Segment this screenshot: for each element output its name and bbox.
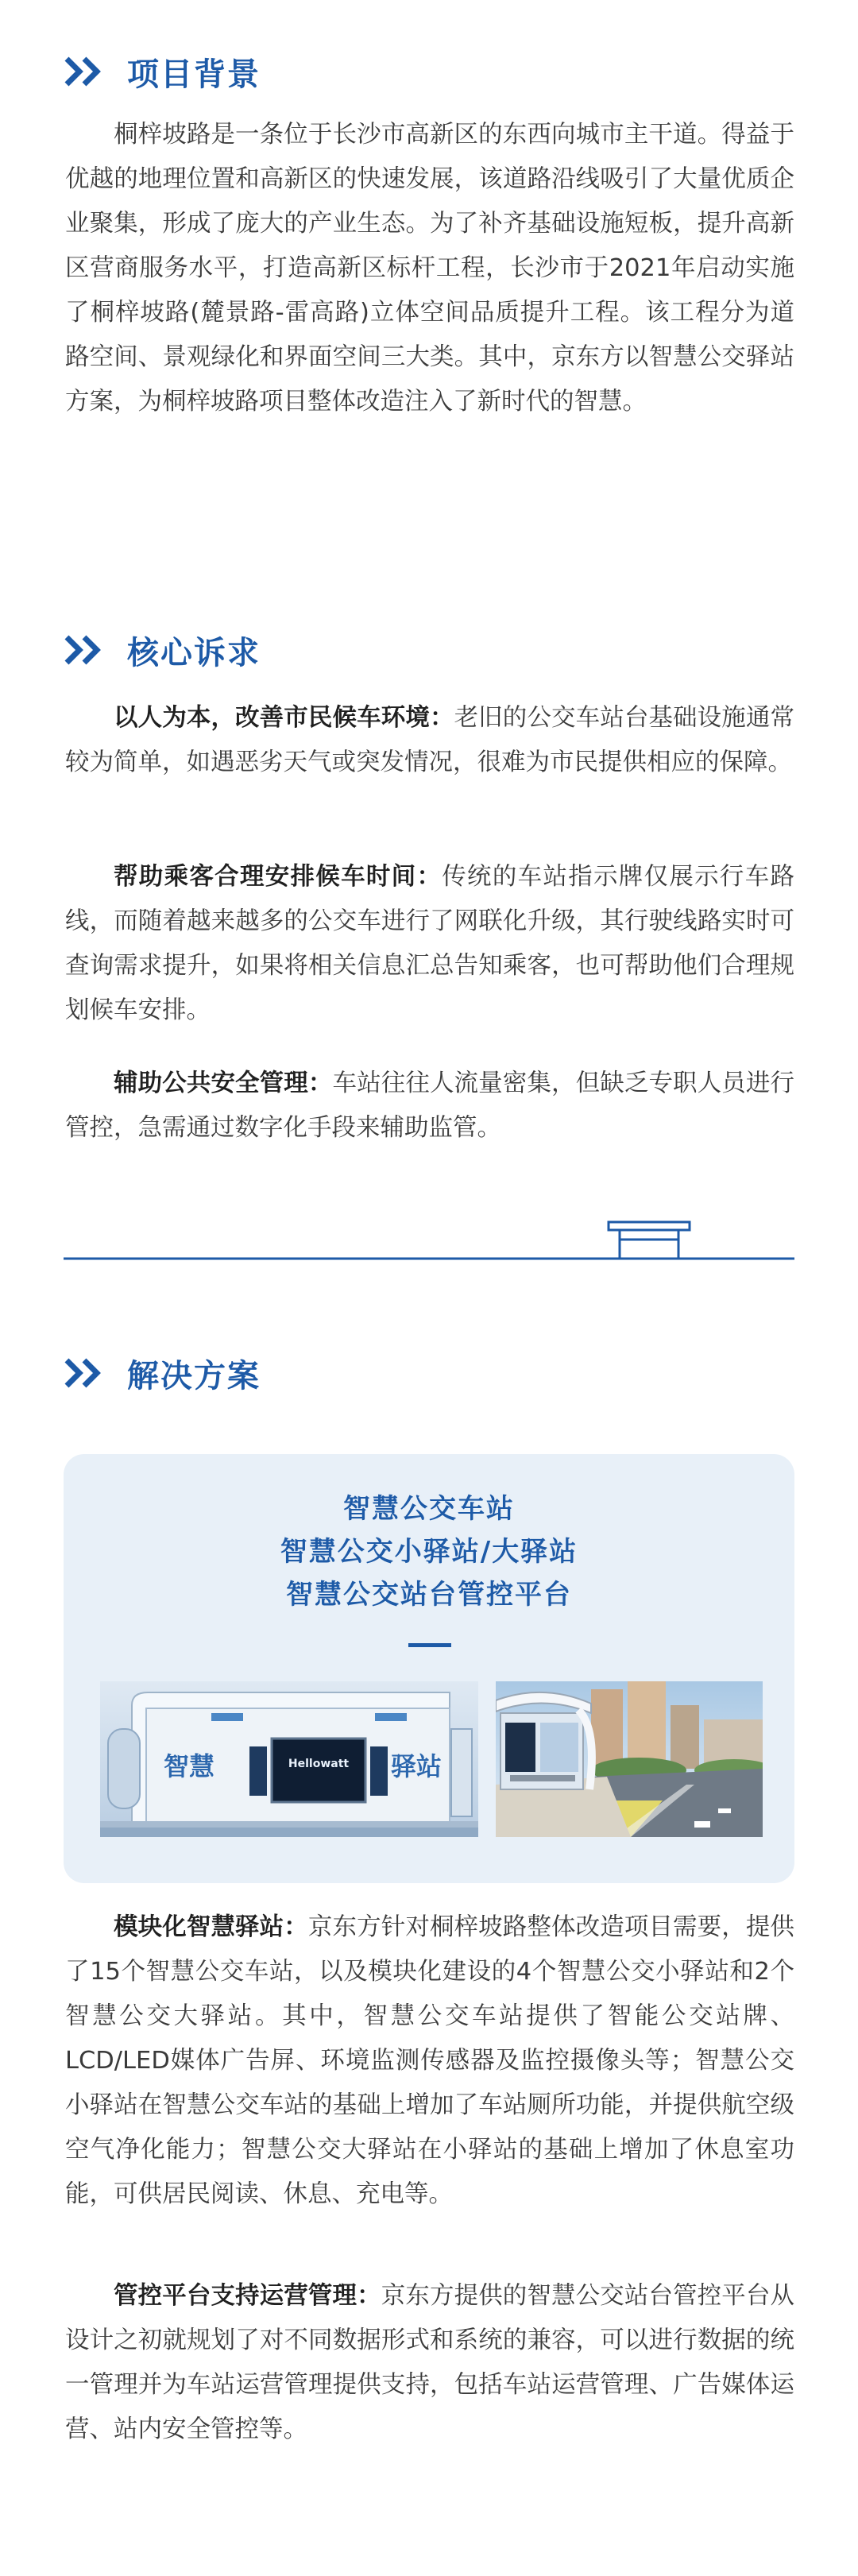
demand-text: 车站往往人流量密集，但缺乏专职人员进行管控，急需通过数字化手段来辅助监管。 bbox=[65, 1069, 794, 1142]
demand-lead: 辅助公共安全管理： bbox=[114, 1069, 333, 1097]
section-title: 项目背景 bbox=[127, 56, 261, 93]
demand-lead: 帮助乘客合理安排候车时间： bbox=[114, 863, 443, 891]
card-titles bbox=[64, 1487, 794, 1616]
screen-brand: Hellowatt bbox=[288, 1758, 350, 1770]
solution-item bbox=[65, 2274, 794, 2452]
section-heading-demands bbox=[64, 628, 261, 672]
demand-item bbox=[65, 855, 794, 1033]
smart-station-image bbox=[100, 1681, 478, 1837]
demand-item bbox=[65, 1062, 794, 1151]
card-divider bbox=[408, 1643, 451, 1647]
demand-text: 老旧的公交车站台基础设施通常较为简单，如遇恶劣天气或突发情况，很难为市民提供相应的保障。 bbox=[65, 704, 795, 776]
background-paragraph: 桐梓坡路是一条位于长沙市高新区的东西向城市主干道。得益于优越的地理位置和高新区的快速发展，该道路沿线吸引了大量优质企业聚集，形成了庞大的产业生态。为了补齐基础设施短板，提升高新区营商服务水平，打造高新区标杆工程，长沙市于2021年启动实施了桐梓坡路(麓景路-雷高路)立体空间品质提升工程。该工程分为道路空间、景观绿化和界面空间三大类。其中，京东方以智慧公交驿站方案，为桐梓坡路项目整体改造注入了新时代的智慧。 bbox=[65, 121, 794, 416]
solution-lead: 模块化智慧驿站： bbox=[114, 1913, 308, 1941]
double-chevron-right-icon bbox=[64, 634, 108, 666]
card-line: 智慧公交车站 bbox=[343, 1493, 515, 1525]
demand-item bbox=[65, 696, 794, 785]
section-title: 解决方案 bbox=[127, 1357, 261, 1394]
section-heading-background bbox=[64, 49, 261, 94]
section-title: 核心诉求 bbox=[127, 634, 261, 671]
section-heading-solution bbox=[64, 1351, 261, 1395]
bus-shelter-outline-icon bbox=[64, 1217, 794, 1265]
solution-card bbox=[64, 1454, 794, 1883]
double-chevron-right-icon bbox=[64, 1357, 108, 1389]
double-chevron-right-icon bbox=[64, 56, 108, 87]
demand-lead: 以人为本，改善市民候车环境： bbox=[114, 704, 454, 732]
demand-text: 传统的车站指示牌仅展示行车路线，而随着越来越多的公交车进行了网联化升级，其行驶线路实时可查询需求提升，如果将相关信息汇总告知乘客，也可帮助他们合理规划候车安排。 bbox=[65, 863, 794, 1024]
card-line: 智慧公交小驿站/大驿站 bbox=[280, 1536, 578, 1568]
station-sign-left: 智慧 bbox=[163, 1751, 215, 1781]
solution-lead: 管控平台支持运营管理： bbox=[114, 2282, 381, 2310]
card-line: 智慧公交站台管控平台 bbox=[286, 1579, 572, 1611]
solution-item bbox=[65, 1905, 794, 2217]
bus-shelter-photo bbox=[496, 1681, 763, 1837]
solution-text: 京东方提供的智慧公交站台管控平台从设计之初就规划了对不同数据形式和系统的兼容，可以进行数据的统一管理并为车站运营管理提供支持，包括车站运营管理、广告媒体运营、站内安全管控等。 bbox=[65, 2282, 795, 2443]
solution-text: 京东方针对桐梓坡路整体改造项目需要，提供了15个智慧公交车站，以及模块化建设的4个智慧公交小驿站和2个智慧公交大驿站。其中，智慧公交车站提供了智能公交站牌、LCD/LED媒体广告屏、环境监测传感器及监控摄像头等；智慧公交小驿站在智慧公交车站的基础上增加了车站厕所功能，并提供航空级空气净化能力；智慧公交大驿站在小驿站的基础上增加了休息室功能，可供居民阅读、休息、充电等。 bbox=[65, 1913, 795, 2208]
station-sign-right: 驿站 bbox=[390, 1751, 443, 1781]
